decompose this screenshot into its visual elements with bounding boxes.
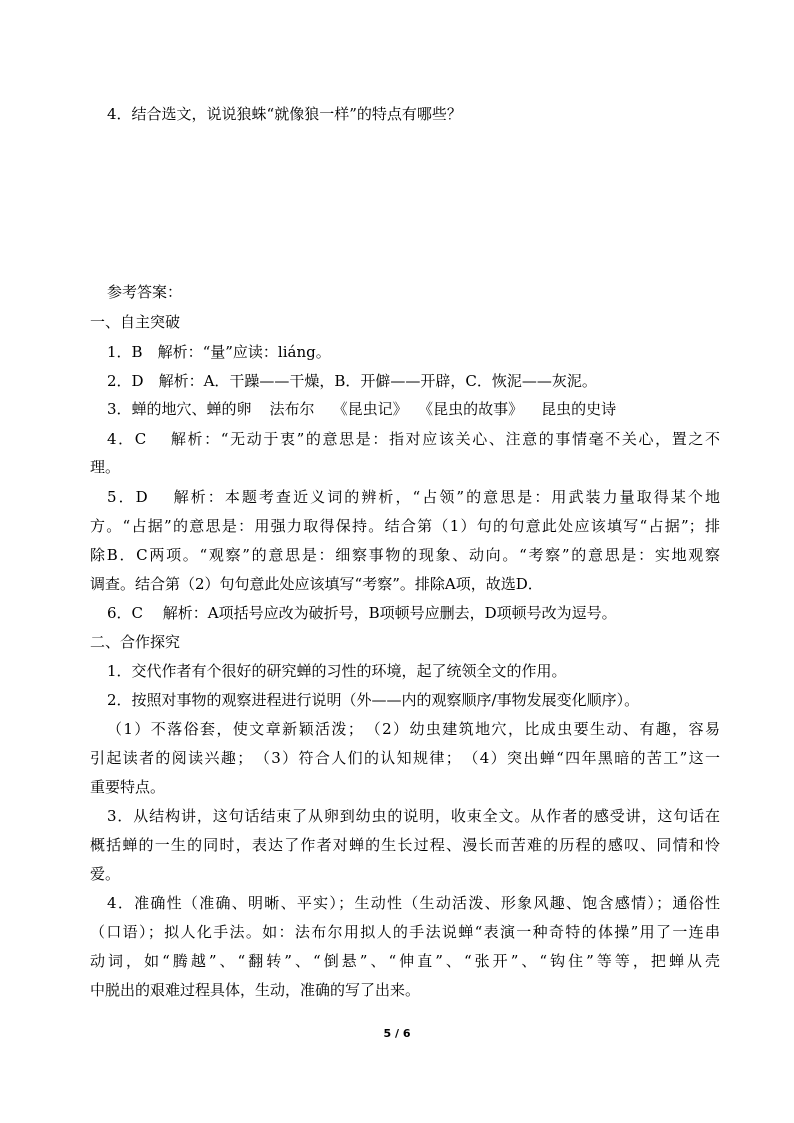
explore-3-line-2: 概括蝉的一生的同时，表达了作者对蝉的生长过程、漫长而苦难的历程的感叹、同情和怜 (90, 836, 720, 854)
answer-3-part-1: 3．蝉的地穴、蝉的卵 (107, 400, 252, 418)
answer-2: 2．D 解析：A．干躁——干燥，B．开僻——开辟，C．恢泥——灰泥。 (107, 372, 597, 390)
explore-2-line-3: 引起读者的阅读兴趣； （3）符合人们的认知规律； （4）突出蝉“四年黑暗的苦工”这一 (90, 749, 720, 767)
answer-5-line-4: 调查。结合第（2）句句意此处应该填写“考察”。排除A项，故选D． (90, 575, 543, 593)
explore-4-line-2: （口语）；拟人化手法。如：法布尔用拟人的手法说蝉“表演一种奇特的体操”用了一连串 (90, 923, 720, 941)
answer-3-part-2: 法布尔 (269, 400, 315, 418)
explore-4-line-4: 中脱出的艰难过程具体，生动，准确的写了出来。 (90, 981, 421, 999)
answer-1: 1．B 解析：“量”应读：liáng。 (107, 343, 331, 361)
explore-4-line-1: 4．准确性（准确、明晰、平实）；生动性（生动活泼、形象风趣、饱含感情）；通俗性 (107, 894, 720, 912)
explore-3-line-3: 爱。 (90, 865, 121, 883)
answer-4-line-1: 4．C 解析：“无动于衷”的意思是：指对应该关心、注意的事情毫不关心，置之不 (107, 430, 720, 448)
answer-3-part-3: 《昆虫记》 (332, 400, 408, 418)
answer-3-part-5: 昆虫的史诗 (541, 400, 617, 418)
answer-5-line-3: 除B．C两项。“观察”的意思是：细察事物的现象、动向。“考察”的意思是：实地观察 (90, 546, 720, 564)
section-heading-2: 二、合作探究 (90, 633, 181, 651)
explore-2-line-2: （1）不落俗套，使文章新颖活泼； （2）幼虫建筑地穴，比成虫要生动、有趣，容易 (107, 720, 720, 738)
answer-5-line-2: 方。“占据”的意思是：用强力取得保持。结合第（1）句的句意此处应该填写“占据”；排 (90, 517, 720, 535)
explore-3-line-1: 3．从结构讲，这句话结束了从卵到幼虫的说明，收束全文。从作者的感受讲，这句话在 (107, 807, 720, 825)
page-number: 5 / 6 (383, 1027, 411, 1040)
explore-1: 1．交代作者有个很好的研究蝉的习性的环境，起了统领全文的作用。 (107, 662, 567, 680)
explore-2-line-4: 重要特点。 (90, 778, 166, 796)
explore-2: 2．按照对事物的观察进程进行说明（外——内的观察顺序/事物发展变化顺序）。 (107, 691, 640, 709)
section-heading-1: 一、自主突破 (90, 313, 181, 331)
answer-5-line-1: 5．D 解析：本题考查近义词的辨析，“占领”的意思是：用武装力量取得某个地 (107, 488, 720, 506)
answer-3-part-4: 《昆虫的故事》 (425, 400, 524, 418)
answer-3 (107, 398, 616, 420)
answer-4-line-2: 理。 (90, 458, 121, 476)
explore-4-line-3: 动词，如“腾越”、“翻转”、“倒悬”、“伸直”、“张开”、“钩住”等等，把蝉从壳 (90, 952, 720, 970)
answer-title: 参考答案： (107, 283, 183, 301)
answer-6: 6．C 解析：A项括号应改为破折号，B项顿号应删去，D项顿号改为逗号。 (107, 604, 617, 622)
question-4: 4．结合选文，说说狼蛛“就像狼一样”的特点有哪些？ (107, 105, 462, 123)
